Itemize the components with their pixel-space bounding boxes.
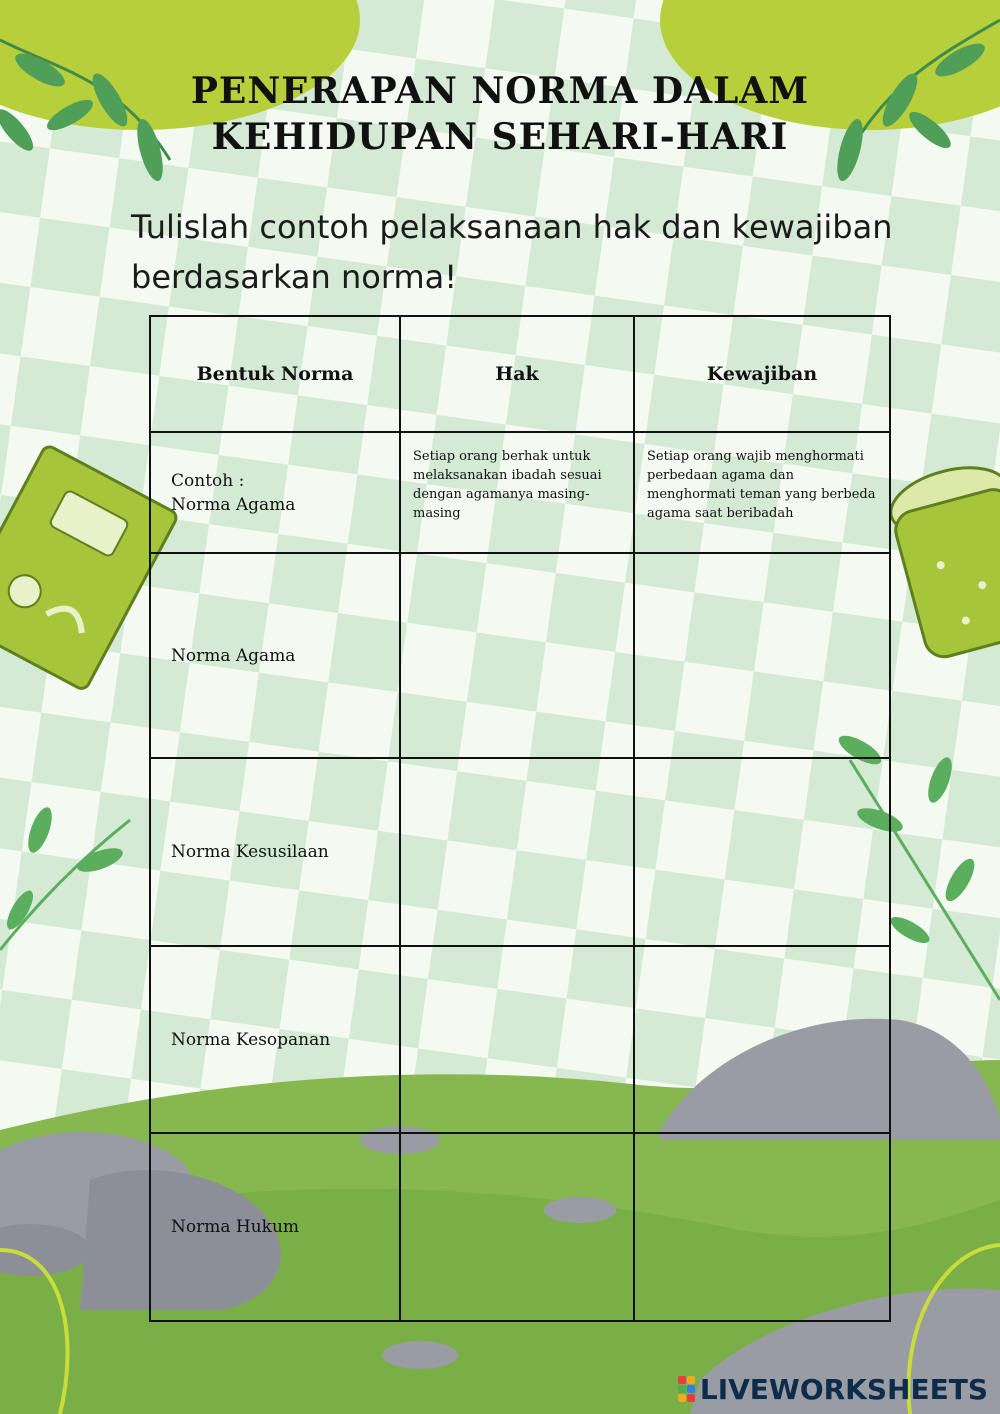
page-title [0, 68, 1000, 160]
example-row [150, 432, 890, 553]
norma-label: Norma Agama [150, 553, 400, 758]
example-hak-cell: Setiap orang berhak untuk melaksanakan ibadah sesuai dengan agamanya masing-masing [400, 432, 634, 553]
kewajiban-answer-cell[interactable] [634, 1133, 890, 1321]
title-line-2: KEHIDUPAN SEHARI-HARI [211, 116, 789, 158]
norma-label: Norma Kesusilaan [150, 758, 400, 946]
hak-answer-cell[interactable] [400, 946, 634, 1133]
brand-badge-icon [678, 1376, 696, 1404]
title-line-1: PENERAPAN NORMA DALAM [190, 70, 810, 112]
kewajiban-answer-cell[interactable] [634, 946, 890, 1133]
example-norma-label: Norma Agama [171, 494, 296, 515]
table-header-row [150, 316, 890, 432]
header-kewajiban: Kewajiban [634, 316, 890, 432]
header-bentuk-norma: Bentuk Norma [150, 316, 400, 432]
liveworksheets-logo[interactable] [678, 1373, 988, 1406]
instruction-text: Tulislah contoh pelaksanaan hak dan kewajiban berdasarkan norma! [131, 208, 893, 296]
table-row [150, 553, 890, 758]
table-row [150, 946, 890, 1133]
norma-label: Norma Kesopanan [150, 946, 400, 1133]
hak-answer-cell[interactable] [400, 758, 634, 946]
kewajiban-answer-cell[interactable] [634, 553, 890, 758]
brand-name: LIVEWORKSHEETS [699, 1373, 988, 1406]
example-norma-cell [150, 432, 400, 553]
norma-label: Norma Hukum [150, 1133, 400, 1321]
example-kewajiban-cell: Setiap orang wajib menghormati perbedaan agama dan menghormati teman yang berbeda agama saat beribadah [634, 432, 890, 553]
table-row [150, 1133, 890, 1321]
table-row [150, 758, 890, 946]
norma-table [149, 315, 891, 1320]
header-hak: Hak [400, 316, 634, 432]
hak-answer-cell[interactable] [400, 553, 634, 758]
hak-answer-cell[interactable] [400, 1133, 634, 1321]
kewajiban-answer-cell[interactable] [634, 758, 890, 946]
example-prefix: Contoh : [171, 470, 245, 491]
